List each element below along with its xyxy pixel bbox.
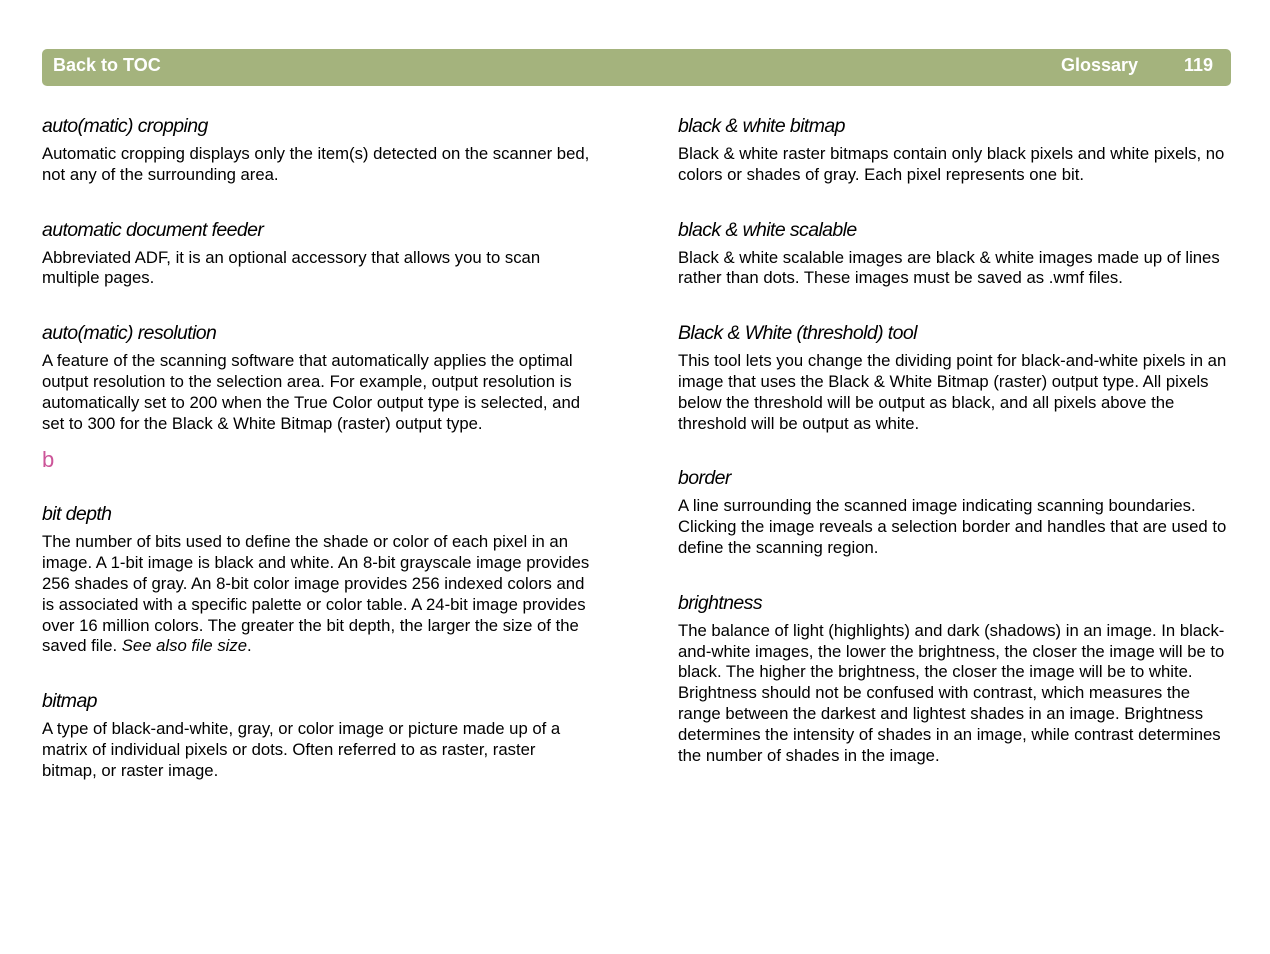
glossary-entry xyxy=(42,218,592,290)
glossary-term: auto(matic) resolution xyxy=(42,322,217,345)
glossary-entry xyxy=(678,591,1230,767)
glossary-entry xyxy=(42,114,592,186)
glossary-term: border xyxy=(678,467,731,490)
glossary-term: automatic document feeder xyxy=(42,218,264,241)
glossary-definition: The number of bits used to define the shade or color of each pixel in an image. A 1-bit image is black and white. An 8-bit grayscale image provides 256 shades of gray. An 8-bit color image provides 256 indexed colors and is associated with a specific palette or color table. A 24-bit image provides over 16 million colors. The greater the bit depth, the larger the size of the saved file. See also file size. xyxy=(42,532,590,656)
glossary-term: black & white bitmap xyxy=(678,115,845,137)
glossary-definition: Black & white scalable images are black & white images made up of lines rather than dots. These images must be saved as .wmf files. xyxy=(678,247,1220,288)
glossary-term: Black & White (threshold) tool xyxy=(678,322,917,345)
glossary-definition: This tool lets you change the dividing point for black-and-white pixels in an image that uses the Black & White Bitmap (raster) output type. All pixels below the threshold will be output as black, and all pixels above the threshold will be output as white. xyxy=(678,351,1227,433)
back-to-toc-link[interactable]: Back to TOC xyxy=(53,55,161,75)
see-also-link[interactable]: See also file size xyxy=(121,636,248,656)
glossary-entry xyxy=(678,114,1230,186)
glossary-definition: Abbreviated ADF, it is an optional accessory that allows you to scan multiple pages. xyxy=(42,247,541,288)
glossary-definition: Black & white raster bitmaps contain only black pixels and white pixels, no colors or shades of gray. Each pixel represents one bit. xyxy=(678,144,1225,184)
glossary-entry xyxy=(42,502,592,657)
glossary-entry xyxy=(678,321,1230,434)
glossary-entry xyxy=(42,689,592,781)
glossary-definition: A line surrounding the scanned image indicating scanning boundaries. Clicking the image reveals a selection border and handles that are used to define the scanning region. xyxy=(678,496,1227,557)
glossary-term: bitmap xyxy=(42,690,97,713)
left-column xyxy=(42,114,592,814)
glossary-entry xyxy=(42,321,592,434)
definition-text: The number of bits used to define the shade or color of each pixel in an image. A 1-bit image is black and white. An 8-bit grayscale image provides 256 shades of gray. An 8-bit color image provides 256 indexed colors and is associated with a specific palette or color table. A 24-bit image provides over 16 million colors. The greater the bit depth, the larger the size of the saved file. xyxy=(42,532,590,656)
glossary-definition: A type of black-and-white, gray, or color image or picture made up of a matrix of individual pixels or dots. Often referred to as raster, raster bitmap, or raster image. xyxy=(42,719,561,780)
right-column xyxy=(678,114,1230,798)
glossary-term: auto(matic) cropping xyxy=(42,115,208,137)
section-letter: b xyxy=(42,447,55,473)
glossary-definition: A feature of the scanning software that automatically applies the optimal output resolution to the selection area. For example, output resolution is automatically set to 200 when the True Color output type is selected, and set to 300 for the Black & White Bitmap (raster) output type. xyxy=(42,351,581,433)
glossary-entry xyxy=(678,218,1230,290)
header-bar xyxy=(42,49,1231,86)
section-title: Glossary xyxy=(1060,55,1138,75)
glossary-term: bit depth xyxy=(42,503,112,526)
glossary-term: black & white scalable xyxy=(678,218,857,241)
glossary-term: brightness xyxy=(678,591,762,614)
glossary-definition: Automatic cropping displays only the item(s) detected on the scanner bed, not any of the surrounding area. xyxy=(42,144,590,184)
page-number: 119 xyxy=(1183,55,1213,75)
glossary-entry xyxy=(678,466,1230,558)
glossary-definition: The balance of light (highlights) and dark (shadows) in an image. In black-and-white images, the lower the brightness, the closer the image will be to black. The higher the brightness, the closer the image will be to white. Brightness should not be confused with contrast, which measures the range between the darkest and lightest shades in an image. Brightness determines the intensity of shades in an image, while contrast determines the number of shades in the image. xyxy=(678,620,1225,765)
